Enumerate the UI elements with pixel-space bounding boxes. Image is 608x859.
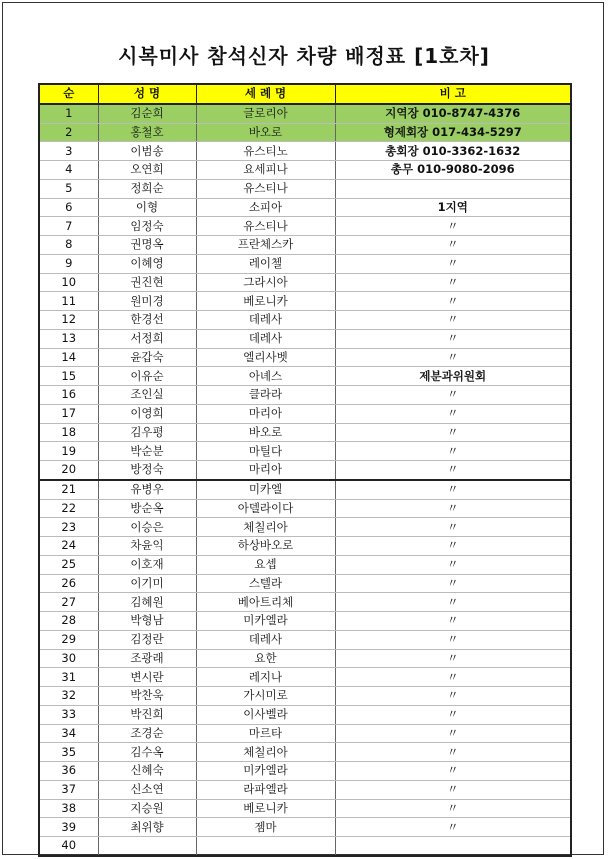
cell-name: 이유순 xyxy=(98,367,196,386)
cell-baptismal: 바오로 xyxy=(196,123,335,142)
cell-no: 34 xyxy=(39,724,98,743)
cell-note: 〃 xyxy=(335,217,571,236)
cell-note: 〃 xyxy=(335,348,571,367)
cell-baptismal: 레이첼 xyxy=(196,254,335,273)
cell-no: 6 xyxy=(39,198,98,217)
cell-baptismal: 그라시아 xyxy=(196,273,335,292)
cell-note: 1지역 xyxy=(335,198,571,217)
cell-no: 40 xyxy=(39,837,98,856)
table-row xyxy=(39,123,571,142)
cell-name: 한경선 xyxy=(98,311,196,330)
cell-name: 이기미 xyxy=(98,574,196,593)
cell-no: 16 xyxy=(39,386,98,405)
cell-note: 〃 xyxy=(335,630,571,649)
cell-baptismal: 베로니카 xyxy=(196,799,335,818)
page-title: 시복미사 참석신자 차량 배정표 [1호차] xyxy=(118,44,490,68)
table-row xyxy=(39,537,571,556)
cell-baptismal: 유스티나 xyxy=(196,217,335,236)
cell-note: 형제회장 017-434-5297 xyxy=(335,123,571,142)
cell-baptismal: 글로리아 xyxy=(196,104,335,123)
cell-no: 20 xyxy=(39,461,98,480)
cell-no: 36 xyxy=(39,762,98,781)
cell-note: 〃 xyxy=(335,386,571,405)
table-row xyxy=(39,593,571,612)
cell-baptismal: 하상바오로 xyxy=(196,537,335,556)
cell-baptismal: 젬마 xyxy=(196,818,335,837)
table-row xyxy=(39,630,571,649)
cell-no: 27 xyxy=(39,593,98,612)
cell-no: 14 xyxy=(39,348,98,367)
table-row xyxy=(39,668,571,687)
table-row xyxy=(39,762,571,781)
cell-name: 서정희 xyxy=(98,329,196,348)
cell-note: 〃 xyxy=(335,705,571,724)
cell-name: 박형남 xyxy=(98,612,196,631)
table-row xyxy=(39,780,571,799)
cell-no: 7 xyxy=(39,217,98,236)
roster-table xyxy=(38,83,572,857)
cell-no: 33 xyxy=(39,705,98,724)
cell-baptismal: 프란체스카 xyxy=(196,236,335,255)
cell-note: 〃 xyxy=(335,762,571,781)
cell-no: 39 xyxy=(39,818,98,837)
cell-no: 13 xyxy=(39,329,98,348)
cell-baptismal: 데레사 xyxy=(196,311,335,330)
header-name: 성 명 xyxy=(98,84,196,104)
cell-note xyxy=(335,837,571,856)
table-row xyxy=(39,442,571,461)
cell-baptismal: 미카엘라 xyxy=(196,762,335,781)
cell-baptismal: 데레사 xyxy=(196,630,335,649)
cell-baptismal: 데레사 xyxy=(196,329,335,348)
cell-no: 35 xyxy=(39,743,98,762)
cell-no: 32 xyxy=(39,687,98,706)
cell-baptismal: 엘리사벳 xyxy=(196,348,335,367)
cell-no: 5 xyxy=(39,179,98,198)
header-row xyxy=(39,84,571,104)
cell-name: 박찬욱 xyxy=(98,687,196,706)
cell-name: 이범송 xyxy=(98,142,196,161)
table-row xyxy=(39,518,571,537)
cell-note: 〃 xyxy=(335,273,571,292)
table-row xyxy=(39,292,571,311)
cell-name: 원미경 xyxy=(98,292,196,311)
cell-no: 3 xyxy=(39,142,98,161)
cell-name: 이형 xyxy=(98,198,196,217)
cell-name: 조광래 xyxy=(98,649,196,668)
cell-no: 37 xyxy=(39,780,98,799)
cell-note: 〃 xyxy=(335,329,571,348)
cell-note: 〃 xyxy=(335,537,571,556)
cell-baptismal: 이사벨라 xyxy=(196,705,335,724)
table-row xyxy=(39,705,571,724)
table-row xyxy=(39,104,571,123)
table-row xyxy=(39,423,571,442)
cell-note: 〃 xyxy=(335,499,571,518)
table-row xyxy=(39,461,571,480)
cell-note: 〃 xyxy=(335,555,571,574)
cell-note: 〃 xyxy=(335,574,571,593)
cell-no: 24 xyxy=(39,537,98,556)
cell-name: 이호재 xyxy=(98,555,196,574)
cell-baptismal: 스텔라 xyxy=(196,574,335,593)
cell-name: 김우평 xyxy=(98,423,196,442)
table-row xyxy=(39,404,571,423)
cell-note: 〃 xyxy=(335,612,571,631)
cell-baptismal: 요한 xyxy=(196,649,335,668)
cell-note: 〃 xyxy=(335,292,571,311)
cell-note: 〃 xyxy=(335,799,571,818)
cell-no: 31 xyxy=(39,668,98,687)
cell-baptismal: 미카엘 xyxy=(196,480,335,499)
cell-name: 권진현 xyxy=(98,273,196,292)
cell-note xyxy=(335,179,571,198)
cell-name: 김순희 xyxy=(98,104,196,123)
cell-no: 28 xyxy=(39,612,98,631)
cell-no: 30 xyxy=(39,649,98,668)
table-row xyxy=(39,198,571,217)
cell-note: 〃 xyxy=(335,687,571,706)
table-row xyxy=(39,499,571,518)
cell-baptismal: 가시미로 xyxy=(196,687,335,706)
cell-note: 〃 xyxy=(335,649,571,668)
cell-baptismal: 베로니카 xyxy=(196,292,335,311)
cell-note: 〃 xyxy=(335,743,571,762)
table-row xyxy=(39,799,571,818)
cell-name: 차윤익 xyxy=(98,537,196,556)
cell-note: 〃 xyxy=(335,311,571,330)
table-row xyxy=(39,348,571,367)
cell-no: 25 xyxy=(39,555,98,574)
table-row xyxy=(39,724,571,743)
cell-name: 박순분 xyxy=(98,442,196,461)
cell-no: 38 xyxy=(39,799,98,818)
cell-name: 김수옥 xyxy=(98,743,196,762)
cell-name: 방순옥 xyxy=(98,499,196,518)
cell-no: 19 xyxy=(39,442,98,461)
cell-no: 26 xyxy=(39,574,98,593)
cell-name: 방정숙 xyxy=(98,461,196,480)
cell-name: 박진희 xyxy=(98,705,196,724)
cell-baptismal: 미카엘라 xyxy=(196,612,335,631)
table-row xyxy=(39,555,571,574)
table-row xyxy=(39,367,571,386)
cell-name: 최위향 xyxy=(98,818,196,837)
cell-name: 홍철호 xyxy=(98,123,196,142)
table-row xyxy=(39,142,571,161)
cell-baptismal: 소피아 xyxy=(196,198,335,217)
cell-baptismal: 마틸다 xyxy=(196,442,335,461)
cell-baptismal xyxy=(196,837,335,856)
cell-name xyxy=(98,837,196,856)
table-row xyxy=(39,161,571,180)
cell-note: 〃 xyxy=(335,236,571,255)
cell-baptismal: 유스티노 xyxy=(196,142,335,161)
cell-baptismal: 유스티나 xyxy=(196,179,335,198)
cell-name: 조경순 xyxy=(98,724,196,743)
cell-note: 〃 xyxy=(335,461,571,480)
cell-baptismal: 아녜스 xyxy=(196,367,335,386)
cell-note: 〃 xyxy=(335,724,571,743)
cell-baptismal: 레지나 xyxy=(196,668,335,687)
cell-name: 임정숙 xyxy=(98,217,196,236)
cell-baptismal: 마리아 xyxy=(196,461,335,480)
cell-note: 제분과위원회 xyxy=(335,367,571,386)
cell-note: 〃 xyxy=(335,423,571,442)
cell-no: 11 xyxy=(39,292,98,311)
cell-note: 〃 xyxy=(335,668,571,687)
cell-name: 윤갑숙 xyxy=(98,348,196,367)
cell-baptismal: 라파엘라 xyxy=(196,780,335,799)
cell-name: 오연희 xyxy=(98,161,196,180)
cell-note: 〃 xyxy=(335,518,571,537)
cell-no: 4 xyxy=(39,161,98,180)
cell-name: 권명옥 xyxy=(98,236,196,255)
cell-no: 1 xyxy=(39,104,98,123)
cell-no: 17 xyxy=(39,404,98,423)
cell-baptismal: 마리아 xyxy=(196,404,335,423)
cell-baptismal: 베아트리체 xyxy=(196,593,335,612)
cell-no: 12 xyxy=(39,311,98,330)
cell-name: 신혜숙 xyxy=(98,762,196,781)
table-row xyxy=(39,329,571,348)
cell-name: 이혜영 xyxy=(98,254,196,273)
cell-name: 이승은 xyxy=(98,518,196,537)
cell-note: 〃 xyxy=(335,480,571,499)
table-row xyxy=(39,837,571,856)
cell-no: 8 xyxy=(39,236,98,255)
cell-note: 총무 010-9080-2096 xyxy=(335,161,571,180)
cell-name: 신소연 xyxy=(98,780,196,799)
cell-baptismal: 요셉 xyxy=(196,555,335,574)
table-row xyxy=(39,386,571,405)
cell-no: 9 xyxy=(39,254,98,273)
cell-note: 지역장 010-8747-4376 xyxy=(335,104,571,123)
cell-name: 조인실 xyxy=(98,386,196,405)
cell-note: 〃 xyxy=(335,780,571,799)
cell-note: 〃 xyxy=(335,404,571,423)
cell-name: 지승원 xyxy=(98,799,196,818)
cell-note: 〃 xyxy=(335,254,571,273)
cell-baptismal: 아델라이다 xyxy=(196,499,335,518)
cell-baptismal: 요세피나 xyxy=(196,161,335,180)
header-no: 순 xyxy=(39,84,98,104)
header-baptismal: 세 례 명 xyxy=(196,84,335,104)
table-row xyxy=(39,236,571,255)
cell-no: 10 xyxy=(39,273,98,292)
cell-name: 변시란 xyxy=(98,668,196,687)
table-row xyxy=(39,179,571,198)
table-row xyxy=(39,254,571,273)
cell-no: 15 xyxy=(39,367,98,386)
cell-name: 김정란 xyxy=(98,630,196,649)
cell-note: 〃 xyxy=(335,818,571,837)
table-row xyxy=(39,649,571,668)
cell-name: 유병우 xyxy=(98,480,196,499)
cell-no: 21 xyxy=(39,480,98,499)
table-row xyxy=(39,574,571,593)
cell-name: 정희순 xyxy=(98,179,196,198)
cell-baptismal: 체칠리아 xyxy=(196,518,335,537)
cell-baptismal: 체칠리아 xyxy=(196,743,335,762)
header-note: 비 고 xyxy=(335,84,571,104)
table-row xyxy=(39,612,571,631)
table-row xyxy=(39,743,571,762)
cell-baptismal: 마르타 xyxy=(196,724,335,743)
cell-no: 22 xyxy=(39,499,98,518)
cell-no: 29 xyxy=(39,630,98,649)
cell-no: 2 xyxy=(39,123,98,142)
table-row xyxy=(39,818,571,837)
cell-no: 23 xyxy=(39,518,98,537)
cell-name: 김혜원 xyxy=(98,593,196,612)
cell-baptismal: 클라라 xyxy=(196,386,335,405)
table-row xyxy=(39,273,571,292)
cell-name: 이영희 xyxy=(98,404,196,423)
cell-note: 〃 xyxy=(335,593,571,612)
table-row xyxy=(39,311,571,330)
cell-note: 〃 xyxy=(335,442,571,461)
cell-no: 18 xyxy=(39,423,98,442)
cell-baptismal: 바오로 xyxy=(196,423,335,442)
cell-note: 총회장 010-3362-1632 xyxy=(335,142,571,161)
table-row xyxy=(39,687,571,706)
table-row xyxy=(39,217,571,236)
table-row xyxy=(39,480,571,499)
